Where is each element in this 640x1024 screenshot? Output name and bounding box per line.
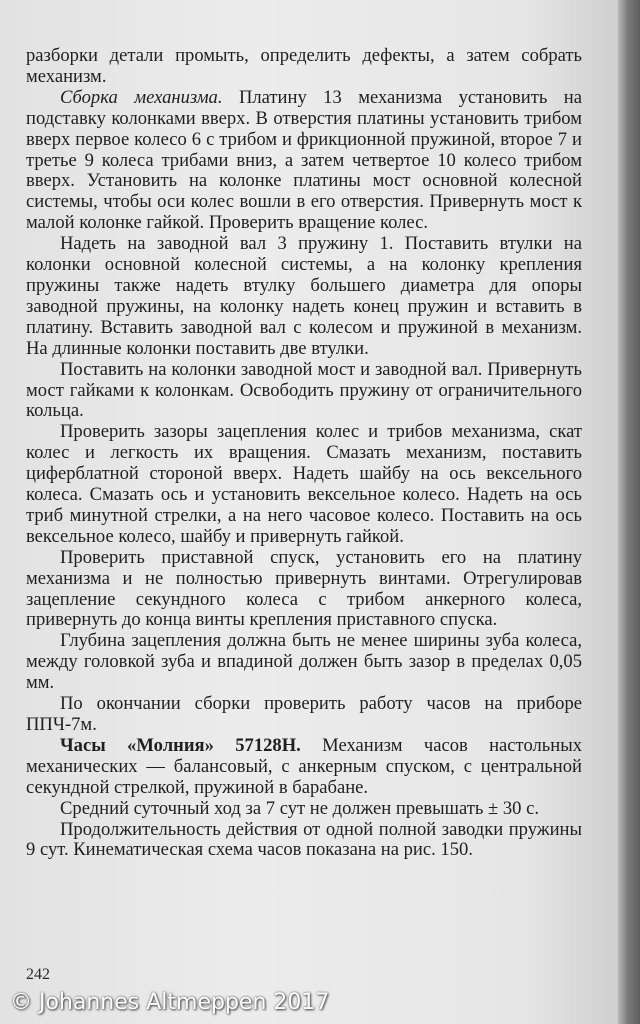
paragraph-text: Проверить приставной спуск, установить его на платину механизма и не полностью привернуть винтами. Отрегулировав зацепление секундного колеса с трибом анкерного колеса, привернуть до конца винты крепления приставного спуска.	[26, 546, 582, 631]
paragraph-molniya	[26, 736, 582, 799]
section-heading-molniya: Часы «Молния» 57128Н.	[60, 734, 301, 756]
body-text	[26, 46, 582, 861]
paragraph-text: Платину 13 механизма установить на подставку колонками вверх. В отверстия платины установить трибом вверх первое колесо 6 с трибом и фрикционной пружиной, второе 7 и третье 9 колеса трибами вниз, а затем четвертое 10 колесо трибом вверх. Установить на колонке платины мост основной колесной системы, чтобы оси колес вошли в его отверстия. Привернуть мост к малой колонке гайкой. Проверить вращение колес.	[26, 86, 582, 234]
copyright-watermark: © Johannes Altmeppen 2017	[10, 990, 330, 1015]
paragraph-text: Продолжительность действия от одной полной заводки пружины 9 сут. Кинематическая схема часов показана на рис. 150.	[26, 818, 582, 861]
section-heading-assembly: Сборка механизма.	[60, 86, 223, 108]
paragraph-text: разборки детали промыть, определить дефекты, а затем собрать механизм.	[26, 45, 582, 87]
paragraph-escapement	[26, 548, 582, 632]
paragraph-assembly	[26, 88, 582, 234]
paragraph-text: Поставить на колонки заводной мост и заводной вал. Привернуть мост гайками к колонкам. Освободить пружину от ограничительного кольца.	[26, 358, 582, 422]
paragraph-text: Проверить зазоры зацепления колес и трибов механизма, скат колес и легкость их вращения. Смазать механизм, поставить циферблатной стороной вверх. Надеть шайбу на ось вексельного колеса. Смазать ось и установить вексельное колесо. Надеть на ось триб минутной стрелки, а на него часовое колесо. Поставить на ось вексельное колесо, шайбу и привернуть гайкой.	[26, 421, 582, 547]
paragraph-winding-bridge	[26, 360, 582, 423]
page-number: 242	[26, 966, 50, 983]
paragraph-text: Надеть на заводной вал 3 пружину 1. Поставить втулки на колонки основной колесной системы, а на колонку крепления пружины также надеть втулку большего диаметра для опоры заводной пружины, на колонку надеть конец пружин и вставить в платину. Вставить заводной вал с колесом и пружиной в механизм. На длинные колонки поставить две втулки.	[26, 233, 582, 359]
book-spine-shadow	[618, 0, 640, 1024]
paragraph-text: По окончании сборки проверить работу часов на приборе ППЧ-7м.	[26, 693, 582, 735]
paragraph-text: Средний суточный ход за 7 сут не должен превышать ± 30 с.	[60, 797, 539, 819]
paragraph-continuation	[26, 46, 582, 88]
paragraph-gear-check	[26, 422, 582, 547]
paragraph-text: Механизм часов настольных механических — балансовый, с анкерным спуском, с центральной секундной стрелкой, пружиной в барабане.	[26, 734, 582, 798]
paragraph-winding-shaft	[26, 234, 582, 359]
paragraph-duration	[26, 820, 582, 862]
paragraph-daily-rate	[26, 799, 582, 820]
paragraph-final-check	[26, 694, 582, 736]
paragraph-text: Глубина зацепления должна быть не менее ширины зуба колеса, между головкой зуба и впадиной должен быть зазор в пределах 0,05 мм.	[26, 630, 582, 694]
paragraph-mesh-depth	[26, 631, 582, 694]
